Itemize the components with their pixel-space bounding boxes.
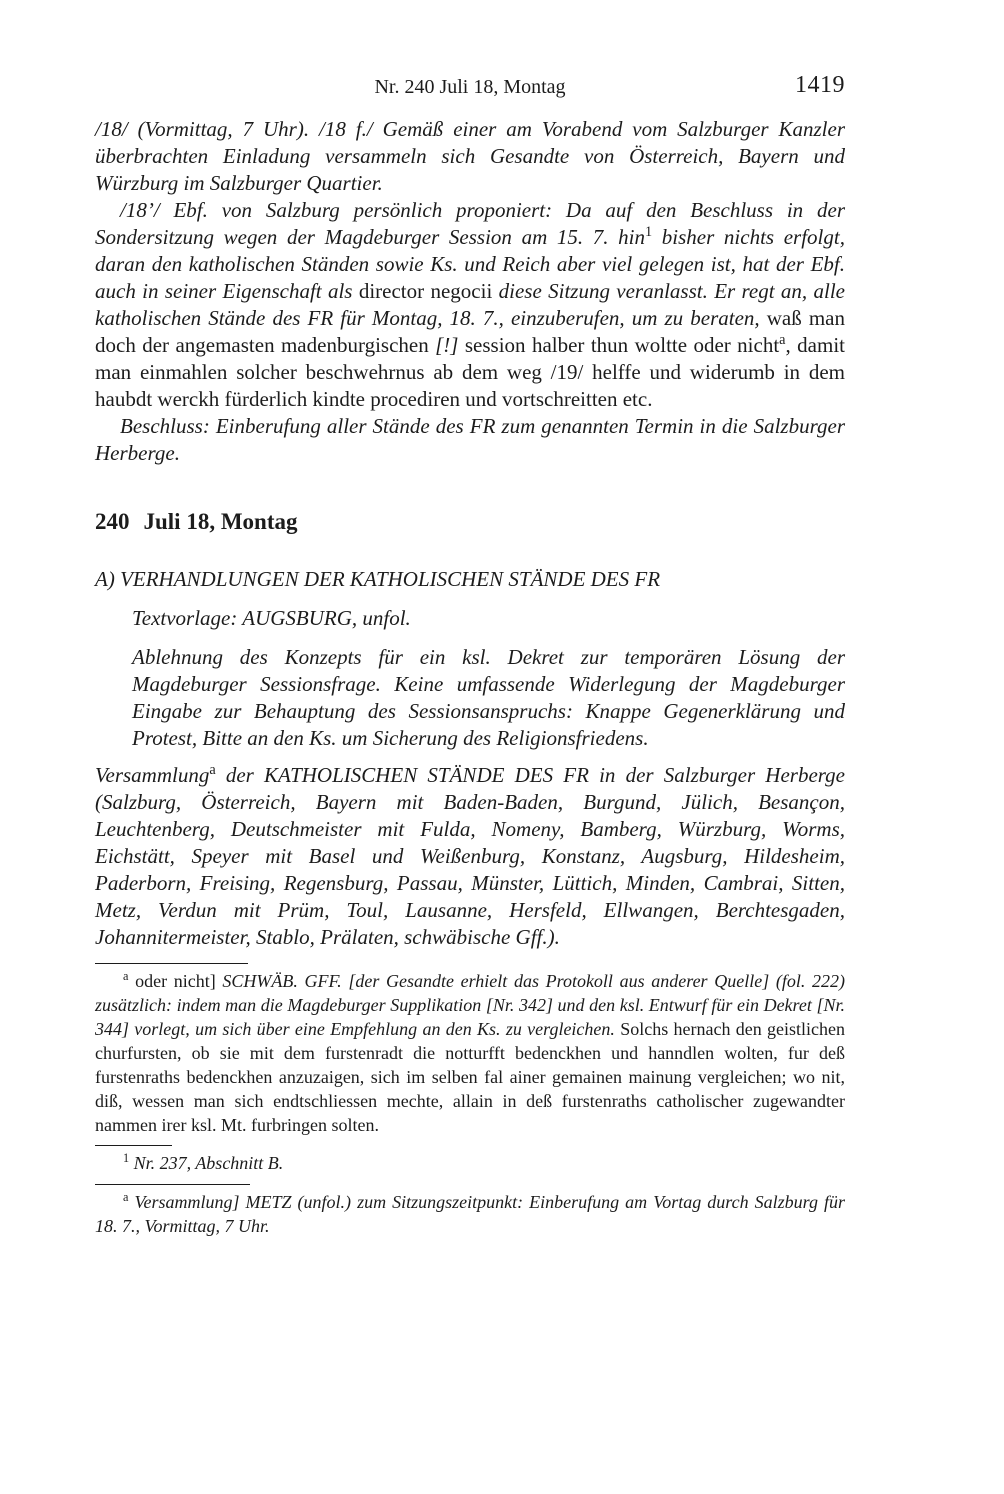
footnote-rule-apparatus-2	[95, 1184, 250, 1185]
protocol-paragraph-2: /18’/ Ebf. von Salzburg persönlich proponiert: Da auf den Beschluss in der Sondersitzung wegen der Magdeburger Session am 15. 7. hin$^1$ bisher nichts erfolgt, daran den katholischen Ständen sowie Ks. und Reich aber viel gelegen ist, hat der Ebf. auch in seiner Eigenschaft als director negocii diese Sitzung veranlasst. Er regt an, alle katholischen Stände des FR für Montag, 18. 7., einzuberufen, um zu beraten, waß man doch der angemasten madenburgischen [!] session halber thun woltte oder nicht$^a$, damit man einmahlen solcher beschwehrnus ab dem weg /19/ helffe und widerumb in dem haubdt werckh fürderlich kindte procediren und vortschreitten etc.	[95, 198, 846, 411]
footnote-rule-apparatus	[95, 963, 248, 964]
regest-block: Ablehnung des Konzepts für ein ksl. Dekret zur temporären Lösung der Magdeburger Sessionsfrage. Keine umfassende Widerlegung der Magdeburger Eingabe zur Behauptung des Sessionsanspruchs: Knappe Gegenerklärung und Protest, Bitte an den Ks. um Sicherung des Religionsfriedens.	[132, 645, 845, 750]
assembly-paragraph: Versammlung$^a$ der KATHOLISCHEN STÄNDE DES FR in der Salzburger Herberge (Salzburg, Österreich, Bayern mit Baden-Baden, Burgund, Jülich, Besançon, Leuchtenberg, Deutschmeister mit Fulda, Nomeny, Bamberg, Würzburg, Worms, Eichstätt, Speyer mit Basel und Weißenburg, Konstanz, Augsburg, Hildesheim, Paderborn, Freising, Regensburg, Passau, Münster, Lüttich, Minden, Cambrai, Sitten, Metz, Verdun mit Prüm, Toul, Lausanne, Hersfeld, Ellwangen, Berchtesgaden, Johannitermeister, Stablo, Prälaten, schwäbische Gff.).	[95, 762, 845, 949]
footnote-rule-note	[95, 1145, 172, 1146]
textvorlage-line: Textvorlage: AUGSBURG, unfol.	[132, 606, 411, 630]
section-a-heading: A) VERHANDLUNGEN DER KATHOLISCHEN STÄNDE DES FR	[95, 567, 661, 591]
scanned-page	[0, 72, 1004, 1494]
entry-title: Juli 18, Montag	[143, 509, 298, 534]
footnote-note-1: $^1$ Nr. 237, Abschnitt B.	[123, 1151, 284, 1173]
footnote-apparatus-a: $^a$ oder nicht] SCHWÄB. GFF. [der Gesandte erhielt das Protokoll aus anderer Quelle] (fol. 222) zusätzlich: indem man die Magdeburger Supplikation [Nr. 342] und den ksl. Entwurf für ein Dekret [Nr. 344] vorlegt, um sich über eine Empfehlung an den Ks. zu vergleichen. Solchs hernach den geistlichen churfursten, ob sie mit dem furstenradt die notturfft bedenckhen und hanndlen wolten, fur deß furstenraths bedenckhen anzuzaigen, sich im selben fal ainer gemainen mainung vergleichen; wo nit, diß, wessen man sich endtschliessen mechte, allain in deß furstenraths catholischer zugewandter nammen irer ksl. Mt. furbringen solten.	[95, 969, 846, 1135]
entry-number: 240	[95, 509, 130, 534]
footnote-apparatus-a2: $^a$ Versammlung] METZ (unfol.) zum Sitzungszeitpunkt: Einberufung am Vortag durch Salzburg für 18. 7., Vormittag, 7 Uhr.	[95, 1190, 845, 1236]
protocol-paragraph-1: /18/ (Vormittag, 7 Uhr). /18 f./ Gemäß einer am Vorabend vom Salzburger Kanzler überbrachten Einladung versammeln sich Gesandte von Österreich, Bayern und Würzburg im Salzburger Quartier.	[95, 117, 845, 195]
entry-heading	[95, 507, 845, 537]
running-header	[95, 72, 845, 106]
protocol-paragraph-3: Beschluss: Einberufung aller Stände des FR zum genannten Termin in die Salzburger Herberge.	[95, 414, 845, 465]
running-header-title: Nr. 240 Juli 18, Montag	[374, 76, 566, 98]
page-number: 1419	[795, 72, 845, 98]
